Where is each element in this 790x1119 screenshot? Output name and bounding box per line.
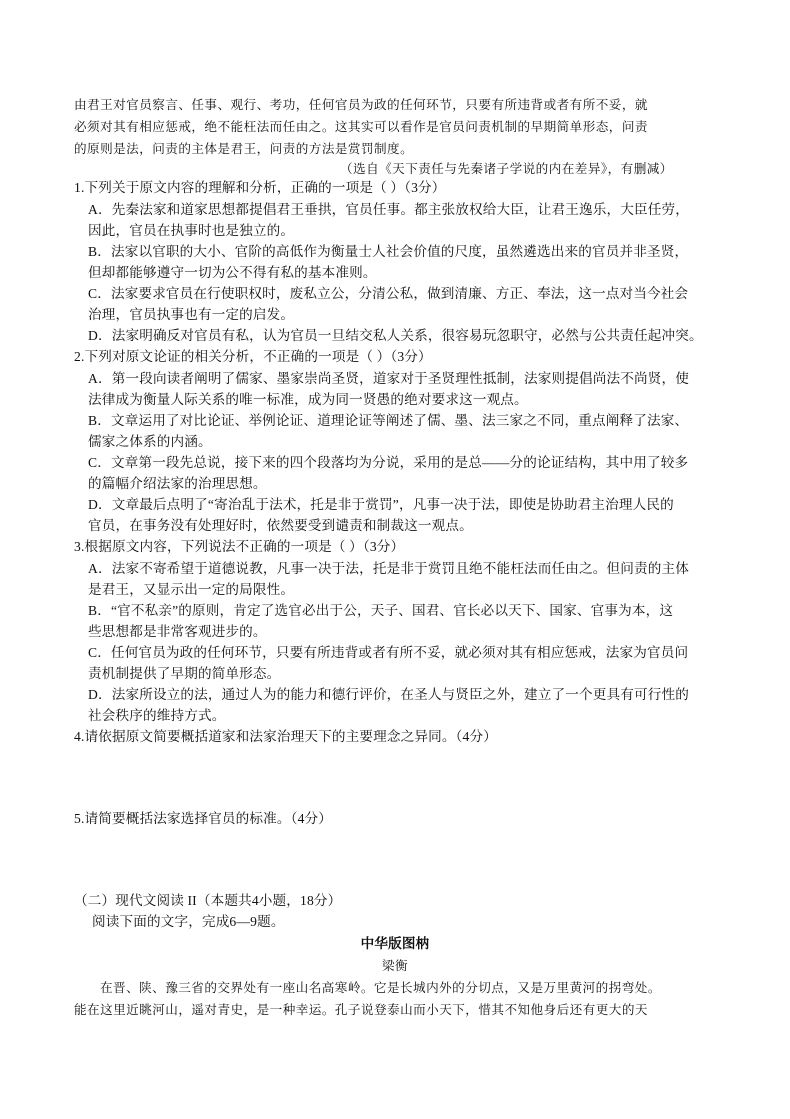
q3-option-d-line-1: D．法家所设立的法，通过人为的能力和德行评价，在圣人与贤臣之外，建立了一个更具有可行性的 bbox=[88, 687, 689, 702]
q2-option-b-line-1: B．文章运用了对比论证、举例论证、道理论证等阐述了儒、墨、法三家之不同，重点阐释了法家、 bbox=[88, 413, 689, 428]
question-3-stem: 3.根据原文内容，下列说法不正确的一项是（ ）（3分） bbox=[74, 539, 405, 554]
article-line-2: 能在这里近眺河山，遥对青史，是一种幸运。孔子说登泰山而小天下，惜其不知他身后还有更大的天 bbox=[74, 1002, 648, 1017]
q2-option-b-line-2: 儒家之体系的内涵。 bbox=[88, 434, 212, 449]
q1-option-c-line-1: C．法家要求官员在行使职权时，废私立公，分清公私，做到清廉、方正、奉法，这一点对当今社会 bbox=[88, 286, 689, 301]
question-5-stem: 5.请简要概括法家选择官员的标准。（4分） bbox=[74, 811, 333, 826]
q1-option-b-line-1: B．法家以官职的大小、官阶的高低作为衡量士人社会价值的尺度，虽然遴选出来的官员并非圣贤， bbox=[88, 244, 689, 259]
question-1-stem: 1.下列关于原文内容的理解和分析，正确的一项是（ ）（3分） bbox=[74, 180, 446, 195]
q1-option-d-line-1: D．法家明确反对官员有私，认为官员一旦结交私人关系，很容易玩忽职守，必然与公共责任起冲突。 bbox=[88, 328, 703, 343]
q3-option-d-line-2: 社会秩序的维持方式。 bbox=[88, 708, 226, 723]
q3-option-b-line-1: B．“官不私亲”的原则，肯定了选官必出于公，天子、国君、官长必以天下、国家、官事为本，这 bbox=[88, 603, 674, 618]
q1-option-a-line-2: 因此，官员在执事时也是独立的。 bbox=[88, 223, 295, 238]
article-author: 梁衡 bbox=[381, 958, 409, 973]
section-2-instruction: 阅读下面的文字，完成6—9题。 bbox=[92, 914, 285, 929]
article-line-1: 在晋、陕、豫三省的交界处有一座山名高寒岭。它是长城内外的分切点，又是万里黄河的拐弯处。 bbox=[100, 980, 661, 995]
q3-option-c-line-2: 责机制提供了早期的简单形态。 bbox=[88, 666, 281, 681]
q2-option-c-line-2: 的篇幅介绍法家的治理思想。 bbox=[88, 476, 267, 491]
q2-option-d-line-1: D．文章最后点明了“寄治乱于法术，托是非于赏罚”，凡事一决于法，即使是协助君主治理人民的 bbox=[88, 497, 674, 512]
q1-option-b-line-2: 但却都能够遵守一切为公不得有私的基本准则。 bbox=[88, 265, 377, 280]
question-4-stem: 4.请依据原文简要概括道家和法家治理天下的主要理念之异同。（4分） bbox=[74, 729, 497, 744]
section-2-heading: （二）现代文阅读 II（本题共4小题，18分） bbox=[74, 893, 342, 908]
q2-option-c-line-1: C．文章第一段先总说，接下来的四个段落均为分说，采用的是总——分的论证结构，其中用了较多 bbox=[88, 455, 689, 470]
intro-source: （选自《天下责任与先秦诸子学说的内在差异》，有删减） bbox=[340, 161, 673, 176]
q2-option-a-line-2: 法律成为衡量人际关系的唯一标准，成为同一贤愚的绝对要求这一观点。 bbox=[88, 392, 528, 407]
q3-option-c-line-1: C．任何官员为政的任何环节，只要有所违背或者有所不妥，就必须对其有相应惩戒，法家为官员问 bbox=[88, 645, 689, 660]
q3-option-b-line-2: 些思想都是非常客观进步的。 bbox=[88, 624, 267, 639]
q3-option-a-line-2: 是君王，又显示出一定的局限性。 bbox=[88, 582, 295, 597]
q3-option-a-line-1: A．法家不寄希望于道德说教，凡事一决于法，托是非于赏罚且绝不能枉法而任由之。但问责的主体 bbox=[88, 561, 689, 576]
intro-line-3: 的原则是法，问责的主体是君王，问责的方法是赏罚制度。 bbox=[74, 141, 414, 156]
article-title: 中华版图枘 bbox=[360, 936, 430, 951]
q1-option-a-line-1: A．先秦法家和道家思想都提倡君王垂拱，官员任事。都主张放权给大臣，让君王逸乐，大臣任劳， bbox=[88, 202, 689, 217]
question-2-stem: 2.下列对原文论证的相关分析，不正确的一项是（ ）（3分） bbox=[74, 349, 432, 364]
intro-line-1: 由君王对官员察言、任事、观行、考功，任何官员为政的任何环节，只要有所违背或者有所不妥，就 bbox=[74, 97, 648, 112]
intro-line-2: 必须对其有相应惩戒，绝不能枉法而任由之。这其实可以看作是官员问责机制的早期简单形态，问责 bbox=[74, 119, 648, 134]
q1-option-c-line-2: 治理，官员执事也有一定的启发。 bbox=[88, 307, 295, 322]
q2-option-a-line-1: A．第一段向读者阐明了儒家、墨家崇尚圣贤，道家对于圣贤理性抵制，法家则提倡尚法不尚贤，使 bbox=[88, 371, 689, 386]
q2-option-d-line-2: 官员，在事务没有处理好时，依然要受到谴责和制裁这一观点。 bbox=[88, 518, 473, 533]
